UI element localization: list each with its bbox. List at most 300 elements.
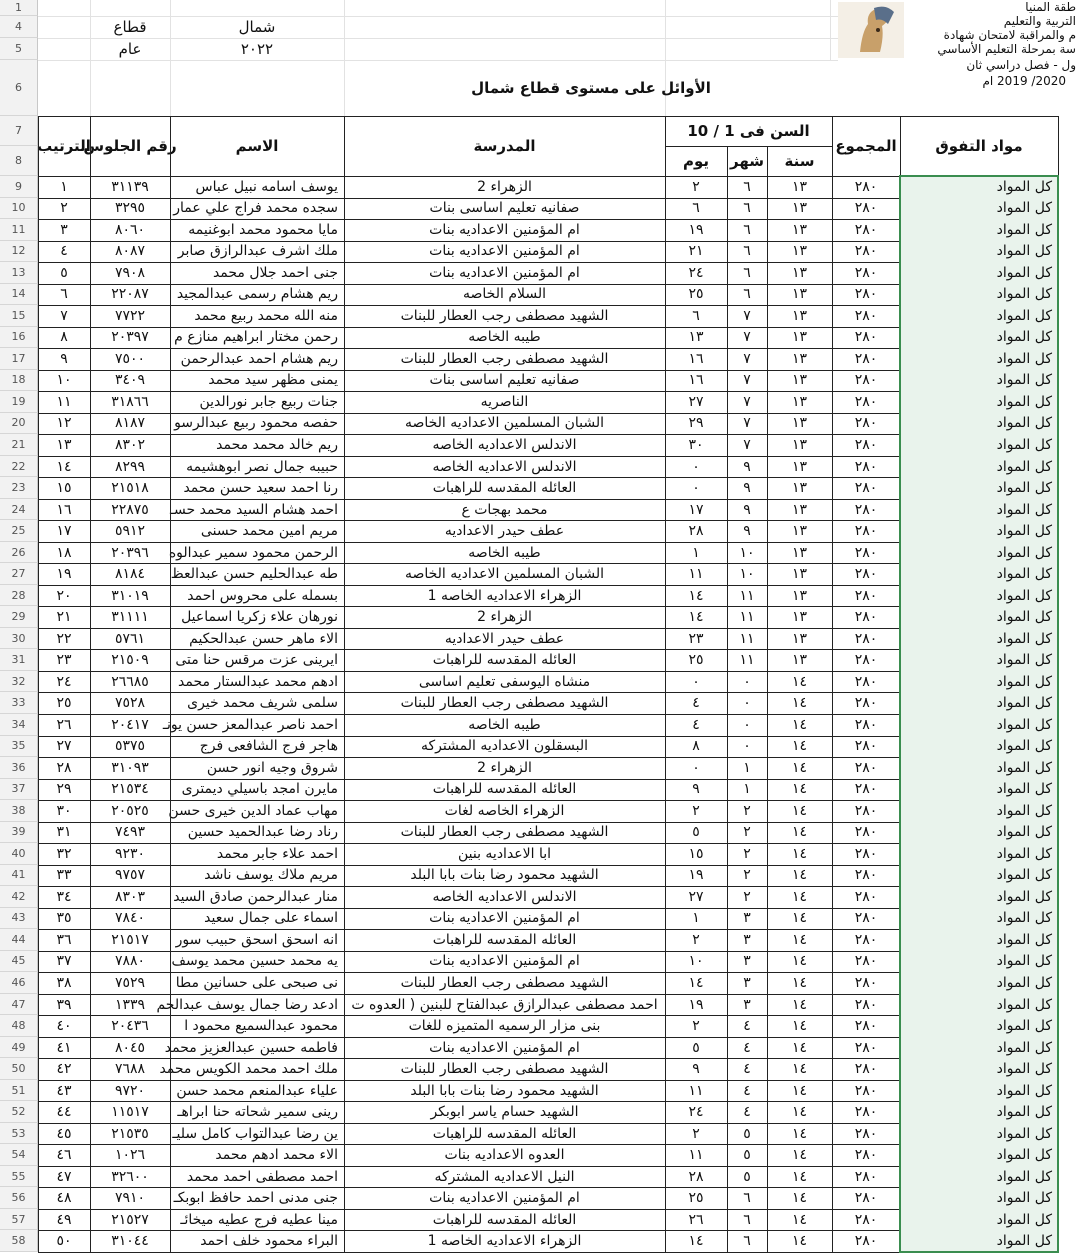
- rank-cell[interactable]: ١٨: [56, 544, 72, 561]
- row-number[interactable]: 51: [0, 1080, 38, 1102]
- row-number[interactable]: 32: [0, 671, 38, 693]
- age-year-cell[interactable]: ١٤: [791, 759, 808, 776]
- row-number[interactable]: 5: [0, 38, 38, 60]
- subjects-cell[interactable]: كل المواد: [900, 370, 1058, 392]
- student-name-cell[interactable]: مايا محمود محمد ابوغنيمه: [188, 221, 338, 238]
- age-day-cell[interactable]: ٢: [692, 1125, 700, 1142]
- age-month-cell[interactable]: ٤: [743, 1061, 751, 1078]
- student-name-cell[interactable]: منار عبدالرحمن صادق السيد: [173, 888, 338, 905]
- age-year-cell[interactable]: ١٤: [791, 1039, 808, 1056]
- age-day-cell[interactable]: ٢٨: [688, 1168, 704, 1185]
- row-number[interactable]: 18: [0, 370, 38, 392]
- rank-cell[interactable]: ٢٣: [56, 652, 72, 669]
- age-month-cell[interactable]: ٤: [743, 1018, 751, 1035]
- seat-number-cell[interactable]: ٨٣٠٢: [114, 436, 146, 453]
- total-cell[interactable]: ٢٨٠: [854, 910, 878, 927]
- row-number[interactable]: 46: [0, 972, 38, 994]
- total-cell[interactable]: ٢٨٠: [854, 307, 878, 324]
- school-cell[interactable]: الشهيد مصطفى رجب العطار للبنات: [400, 350, 609, 367]
- age-month-cell[interactable]: ٢: [743, 888, 751, 905]
- student-name-cell[interactable]: حبيبه جمال نصر ابوهشيمه: [186, 458, 338, 475]
- total-cell[interactable]: ٢٨٠: [854, 1233, 878, 1250]
- student-name-cell[interactable]: سجده محمد فراج علي عمار: [173, 200, 338, 217]
- student-name-cell[interactable]: حفصه محمود ربيع عبدالرسو: [174, 415, 338, 432]
- age-month-cell[interactable]: ١٠: [739, 566, 755, 583]
- seat-number-cell[interactable]: ٣١٠٤٤: [111, 1233, 149, 1250]
- seat-number-cell[interactable]: ٧٧٢٢: [114, 307, 146, 324]
- subjects-cell[interactable]: كل المواد: [900, 1166, 1058, 1188]
- row-number[interactable]: 53: [0, 1123, 38, 1145]
- age-day-cell[interactable]: ٢٤: [688, 1104, 704, 1121]
- seat-number-cell[interactable]: ٨١٨٧: [114, 415, 146, 432]
- row-number[interactable]: 14: [0, 284, 38, 306]
- rank-cell[interactable]: ٥٠: [56, 1233, 72, 1250]
- row-number[interactable]: 47: [0, 994, 38, 1016]
- age-day-cell[interactable]: ٠: [692, 673, 700, 690]
- rank-cell[interactable]: ٩: [60, 350, 68, 367]
- student-name-cell[interactable]: مايرن امجد باسيلي ديمترى: [181, 781, 338, 798]
- age-day-cell[interactable]: ٢: [692, 178, 700, 195]
- age-day-cell[interactable]: ٢٣: [688, 630, 704, 647]
- subjects-cell[interactable]: كل المواد: [900, 714, 1058, 736]
- student-name-cell[interactable]: نورهان علاء زكريا اسماعيل: [181, 609, 338, 626]
- rank-cell[interactable]: ١٢: [56, 415, 72, 432]
- subjects-cell[interactable]: كل المواد: [900, 994, 1058, 1016]
- subjects-cell[interactable]: كل المواد: [900, 563, 1058, 585]
- row-number[interactable]: 45: [0, 951, 38, 973]
- school-cell[interactable]: الشهيد محمود رضا بنات بابا البلد: [410, 1082, 599, 1099]
- row-number[interactable]: 27: [0, 563, 38, 585]
- row-number[interactable]: 19: [0, 391, 38, 413]
- school-cell[interactable]: محمد بهجات ع: [461, 501, 548, 518]
- age-day-cell[interactable]: ١٤: [688, 587, 704, 604]
- row-number[interactable]: 30: [0, 628, 38, 650]
- seat-number-cell[interactable]: ٩٧٢٠: [114, 1082, 146, 1099]
- row-number[interactable]: 4: [0, 16, 38, 38]
- age-day-cell[interactable]: ١٥: [688, 845, 704, 862]
- subjects-cell[interactable]: كل المواد: [900, 1037, 1058, 1059]
- age-month-cell[interactable]: ٣: [743, 953, 751, 970]
- age-month-cell[interactable]: ٢: [743, 867, 751, 884]
- subjects-cell[interactable]: كل المواد: [900, 434, 1058, 456]
- school-cell[interactable]: العائله المقدسه للراهبات: [432, 652, 577, 669]
- row-number[interactable]: 10: [0, 198, 38, 220]
- row-number[interactable]: 49: [0, 1037, 38, 1059]
- age-year-cell[interactable]: ١٤: [791, 781, 808, 798]
- row-number[interactable]: 38: [0, 800, 38, 822]
- student-name-cell[interactable]: رينى سمير شحاته حنا ابراهـ: [177, 1104, 338, 1121]
- student-name-cell[interactable]: جنات ربيع جابر نورالدين: [199, 393, 338, 410]
- age-month-cell[interactable]: ١١: [739, 609, 755, 626]
- age-year-cell[interactable]: ١٣: [791, 436, 808, 453]
- age-year-cell[interactable]: ١٣: [791, 307, 808, 324]
- age-day-cell[interactable]: ١١: [688, 1082, 704, 1099]
- age-month-cell[interactable]: ٥: [743, 1147, 751, 1164]
- student-name-cell[interactable]: نى صبحى على حسانين مطا: [175, 974, 338, 991]
- subjects-cell[interactable]: كل المواد: [900, 391, 1058, 413]
- row-number[interactable]: 36: [0, 757, 38, 779]
- school-cell[interactable]: الزهراء الخاصه لغات: [444, 802, 565, 819]
- rank-cell[interactable]: ٤٥: [56, 1125, 72, 1142]
- subjects-cell[interactable]: كل المواد: [900, 649, 1058, 671]
- school-cell[interactable]: ام المؤمنين الاعداديه بنات: [429, 221, 580, 238]
- school-cell[interactable]: طيبه الخاصه: [468, 716, 541, 733]
- age-year-cell[interactable]: ١٣: [791, 566, 808, 583]
- rank-cell[interactable]: ٢: [60, 200, 68, 217]
- rank-cell[interactable]: ٤: [60, 243, 68, 260]
- total-cell[interactable]: ٢٨٠: [854, 759, 878, 776]
- age-month-cell[interactable]: ٦: [743, 243, 751, 260]
- seat-number-cell[interactable]: ١٠٢٦: [114, 1147, 146, 1164]
- subjects-cell[interactable]: كل المواد: [900, 822, 1058, 844]
- total-cell[interactable]: ٢٨٠: [854, 1039, 878, 1056]
- age-year-cell[interactable]: ١٤: [791, 1061, 808, 1078]
- school-cell[interactable]: العائله المقدسه للراهبات: [432, 1211, 577, 1228]
- subjects-cell[interactable]: كل المواد: [900, 1080, 1058, 1102]
- column-header-total[interactable]: المجموع: [835, 137, 897, 155]
- age-year-cell[interactable]: ١٤: [791, 1018, 808, 1035]
- age-year-cell[interactable]: ١٣: [791, 630, 808, 647]
- rank-cell[interactable]: ٤٢: [56, 1061, 72, 1078]
- subjects-cell[interactable]: كل المواد: [900, 176, 1058, 198]
- student-name-cell[interactable]: رنا احمد سعيد حسن محمد: [183, 480, 338, 497]
- subjects-cell[interactable]: كل المواد: [900, 1187, 1058, 1209]
- seat-number-cell[interactable]: ٧٨٨٠: [114, 953, 146, 970]
- student-name-cell[interactable]: طه عبدالحليم حسن عبدالعظ: [170, 566, 338, 583]
- school-cell[interactable]: الزهراء 2: [477, 609, 532, 626]
- age-month-cell[interactable]: ٠: [743, 716, 751, 733]
- rank-cell[interactable]: ٤٠: [56, 1018, 72, 1035]
- age-day-cell[interactable]: ١٩: [688, 867, 704, 884]
- column-header-rank[interactable]: الترتيب: [37, 137, 91, 155]
- rank-cell[interactable]: ١٦: [56, 501, 72, 518]
- row-number[interactable]: 33: [0, 692, 38, 714]
- rank-cell[interactable]: ٣٨: [56, 974, 72, 991]
- age-month-cell[interactable]: ٣: [743, 910, 751, 927]
- rank-cell[interactable]: ١٥: [56, 480, 72, 497]
- school-cell[interactable]: الزهراء 2: [477, 759, 532, 776]
- age-year-cell[interactable]: ١٤: [791, 845, 808, 862]
- age-year-cell[interactable]: ١٣: [791, 200, 808, 217]
- student-name-cell[interactable]: شروق وجيه انور حسن: [206, 759, 338, 776]
- student-name-cell[interactable]: محمود عبدالسميع محمود ا: [184, 1018, 338, 1035]
- rank-cell[interactable]: ٢٥: [56, 695, 72, 712]
- seat-number-cell[interactable]: ١١٥١٧: [111, 1104, 149, 1121]
- total-cell[interactable]: ٢٨٠: [854, 1061, 878, 1078]
- age-year-cell[interactable]: ١٣: [791, 458, 808, 475]
- total-cell[interactable]: ٢٨٠: [854, 1082, 878, 1099]
- age-year-cell[interactable]: ١٤: [791, 1147, 808, 1164]
- student-name-cell[interactable]: بسمله على محروس احمد: [187, 587, 338, 604]
- seat-number-cell[interactable]: ٣٢٦٠٠: [111, 1168, 149, 1185]
- subjects-cell[interactable]: كل المواد: [900, 456, 1058, 478]
- school-cell[interactable]: ام المؤمنين الاعداديه بنات: [429, 1039, 580, 1056]
- total-cell[interactable]: ٢٨٠: [854, 824, 878, 841]
- total-cell[interactable]: ٢٨٠: [854, 458, 878, 475]
- student-name-cell[interactable]: ادعد رضا جمال يوسف عبدالحم: [156, 996, 338, 1013]
- seat-number-cell[interactable]: ٢٠٤٣٦: [111, 1018, 149, 1035]
- age-day-cell[interactable]: ٢٧: [688, 393, 704, 410]
- subjects-cell[interactable]: كل المواد: [900, 241, 1058, 263]
- age-month-cell[interactable]: ١١: [739, 630, 755, 647]
- age-day-cell[interactable]: ٦: [692, 200, 700, 217]
- total-cell[interactable]: ٢٨٠: [854, 1104, 878, 1121]
- student-name-cell[interactable]: ملك اشرف عبدالرازق صابر: [177, 243, 338, 260]
- total-cell[interactable]: ٢٨٠: [854, 350, 878, 367]
- seat-number-cell[interactable]: ٥٧٦١: [114, 630, 146, 647]
- total-cell[interactable]: ٢٨٠: [854, 178, 878, 195]
- seat-number-cell[interactable]: ٧٥٢٩: [114, 974, 146, 991]
- school-cell[interactable]: البسقلون الاعداديه المشتركه: [421, 738, 588, 755]
- age-year-cell[interactable]: ١٣: [791, 178, 808, 195]
- age-month-cell[interactable]: ٣: [743, 931, 751, 948]
- seat-number-cell[interactable]: ٣٢٩٥: [114, 200, 146, 217]
- age-day-cell[interactable]: ١٧: [688, 501, 704, 518]
- total-cell[interactable]: ٢٨٠: [854, 480, 878, 497]
- school-cell[interactable]: الاندلس الاعداديه الخاصه: [432, 458, 577, 475]
- student-name-cell[interactable]: منه الله محمد ربيع محمد: [194, 307, 338, 324]
- rank-cell[interactable]: ٢٢: [56, 630, 72, 647]
- age-month-cell[interactable]: ٧: [743, 350, 751, 367]
- age-month-cell[interactable]: ٧: [743, 436, 751, 453]
- rank-cell[interactable]: ٣٣: [56, 867, 72, 884]
- age-day-cell[interactable]: ٢٧: [688, 888, 704, 905]
- age-year-cell[interactable]: ١٤: [791, 910, 808, 927]
- age-day-cell[interactable]: ٨: [692, 738, 700, 755]
- total-cell[interactable]: ٢٨٠: [854, 393, 878, 410]
- age-day-cell[interactable]: ١٠: [688, 953, 704, 970]
- age-month-cell[interactable]: ٩: [743, 458, 751, 475]
- total-cell[interactable]: ٢٨٠: [854, 200, 878, 217]
- seat-number-cell[interactable]: ٢١٥٣٤: [111, 781, 149, 798]
- age-day-cell[interactable]: ٠: [692, 458, 700, 475]
- age-month-cell[interactable]: ٣: [743, 996, 751, 1013]
- age-day-cell[interactable]: ٠: [692, 759, 700, 776]
- student-name-cell[interactable]: الرحمن محمود سمير عبدالوه: [168, 544, 338, 561]
- seat-number-cell[interactable]: ٣١٨٦٦: [111, 393, 149, 410]
- school-cell[interactable]: صفانيه تعليم اساسى بنات: [429, 372, 580, 389]
- row-number[interactable]: 39: [0, 822, 38, 844]
- age-year-cell[interactable]: ١٤: [791, 673, 808, 690]
- subjects-cell[interactable]: كل المواد: [900, 1209, 1058, 1231]
- subjects-cell[interactable]: كل المواد: [900, 1101, 1058, 1123]
- school-cell[interactable]: الشبان المسلمين الاعداديه الخاصه: [404, 415, 605, 432]
- student-name-cell[interactable]: ادهم محمد عبدالستار محمد: [178, 673, 338, 690]
- age-year-cell[interactable]: ١٤: [791, 996, 808, 1013]
- subjects-cell[interactable]: كل المواد: [900, 929, 1058, 951]
- age-day-cell[interactable]: ٢٥: [688, 1190, 704, 1207]
- age-year-cell[interactable]: ١٤: [791, 802, 808, 819]
- age-day-cell[interactable]: ١٩: [688, 221, 704, 238]
- age-year-cell[interactable]: ١٣: [791, 350, 808, 367]
- age-day-cell[interactable]: ٥: [692, 824, 700, 841]
- student-name-cell[interactable]: ريم هشام رسمى عبدالمجيد: [176, 286, 338, 303]
- subjects-cell[interactable]: كل المواد: [900, 327, 1058, 349]
- seat-number-cell[interactable]: ٢٠٣٩٦: [111, 544, 149, 561]
- column-header-age[interactable]: السن فى 1 / 10: [687, 122, 810, 140]
- subjects-cell[interactable]: كل المواد: [900, 843, 1058, 865]
- student-name-cell[interactable]: اسماء على جمال سعيد: [204, 910, 338, 927]
- total-cell[interactable]: ٢٨٠: [854, 243, 878, 260]
- rank-cell[interactable]: ٨: [60, 329, 68, 346]
- rank-cell[interactable]: ١٣: [56, 436, 72, 453]
- school-cell[interactable]: ام المؤمنين الاعداديه بنات: [429, 1190, 580, 1207]
- age-year-cell[interactable]: ١٣: [791, 544, 808, 561]
- total-cell[interactable]: ٢٨٠: [854, 329, 878, 346]
- school-cell[interactable]: الشهيد مصطفى رجب العطار للبنات: [400, 1061, 609, 1078]
- total-cell[interactable]: ٢٨٠: [854, 738, 878, 755]
- student-name-cell[interactable]: الاء ماهر حسن عبدالحكيم: [189, 630, 338, 647]
- total-cell[interactable]: ٢٨٠: [854, 652, 878, 669]
- age-month-cell[interactable]: ٧: [743, 393, 751, 410]
- total-cell[interactable]: ٢٨٠: [854, 415, 878, 432]
- age-year-cell[interactable]: ١٤: [791, 1104, 808, 1121]
- age-year-cell[interactable]: ١٣: [791, 587, 808, 604]
- row-number[interactable]: 9: [0, 176, 38, 198]
- rank-cell[interactable]: ١٤: [56, 458, 72, 475]
- student-name-cell[interactable]: ريم هشام احمد عبدالرحمن: [180, 350, 338, 367]
- rank-cell[interactable]: ٢٦: [56, 716, 72, 733]
- age-year-cell[interactable]: ١٤: [791, 974, 808, 991]
- seat-number-cell[interactable]: ٣١١١١: [111, 609, 149, 626]
- total-cell[interactable]: ٢٨٠: [854, 264, 878, 281]
- age-month-cell[interactable]: ٧: [743, 415, 751, 432]
- subjects-cell[interactable]: كل المواد: [900, 865, 1058, 887]
- total-cell[interactable]: ٢٨٠: [854, 1211, 878, 1228]
- total-cell[interactable]: ٢٨٠: [854, 974, 878, 991]
- seat-number-cell[interactable]: ٢١٥٠٩: [111, 652, 149, 669]
- school-cell[interactable]: الشهيد مصطفى رجب العطار للبنات: [400, 307, 609, 324]
- age-day-cell[interactable]: ٢١: [688, 243, 704, 260]
- age-day-cell[interactable]: ١٣: [688, 329, 704, 346]
- school-cell[interactable]: النيل الاعداديه المشتركه: [434, 1168, 575, 1185]
- age-month-cell[interactable]: ٠: [743, 673, 751, 690]
- subjects-cell[interactable]: كل المواد: [900, 262, 1058, 284]
- row-number[interactable]: 42: [0, 886, 38, 908]
- row-number[interactable]: 50: [0, 1058, 38, 1080]
- row-number[interactable]: 20: [0, 413, 38, 435]
- rank-cell[interactable]: ٢٠: [56, 587, 72, 604]
- age-month-cell[interactable]: ٦: [743, 264, 751, 281]
- subjects-cell[interactable]: كل المواد: [900, 1058, 1058, 1080]
- school-cell[interactable]: ام المؤمنين الاعداديه بنات: [429, 243, 580, 260]
- total-cell[interactable]: ٢٨٠: [854, 673, 878, 690]
- total-cell[interactable]: ٢٨٠: [854, 372, 878, 389]
- school-cell[interactable]: الشهيد مصطفى رجب العطار للبنات: [400, 824, 609, 841]
- row-number[interactable]: 54: [0, 1144, 38, 1166]
- age-day-cell[interactable]: ٤: [692, 695, 700, 712]
- age-year-cell[interactable]: ١٣: [791, 221, 808, 238]
- seat-number-cell[interactable]: ٧٦٨٨: [114, 1061, 146, 1078]
- subjects-cell[interactable]: كل المواد: [900, 779, 1058, 801]
- school-cell[interactable]: الناصريه: [480, 393, 529, 410]
- rank-cell[interactable]: ٤٨: [56, 1190, 72, 1207]
- age-month-cell[interactable]: ٥: [743, 1168, 751, 1185]
- age-day-cell[interactable]: ٢٦: [688, 1211, 704, 1228]
- student-name-cell[interactable]: احمد علاء جابر محمد: [216, 845, 338, 862]
- age-month-cell[interactable]: ٤: [743, 1039, 751, 1056]
- subjects-cell[interactable]: كل المواد: [900, 1144, 1058, 1166]
- school-cell[interactable]: الزهراء الاعداديه الخاصه 1: [427, 587, 582, 604]
- row-number[interactable]: 57: [0, 1209, 38, 1231]
- age-month-cell[interactable]: ٢: [743, 802, 751, 819]
- subjects-cell[interactable]: كل المواد: [900, 1123, 1058, 1145]
- rank-cell[interactable]: ٣٤: [56, 888, 72, 905]
- total-cell[interactable]: ٢٨٠: [854, 867, 878, 884]
- seat-number-cell[interactable]: ٢٠٤١٧: [111, 716, 149, 733]
- age-day-cell[interactable]: ١٤: [688, 1233, 704, 1250]
- age-month-cell[interactable]: ٦: [743, 1233, 751, 1250]
- total-cell[interactable]: ٢٨٠: [854, 1168, 878, 1185]
- seat-number-cell[interactable]: ٢١٥١٧: [111, 931, 149, 948]
- subjects-cell[interactable]: كل المواد: [900, 736, 1058, 758]
- rank-cell[interactable]: ٧: [60, 307, 68, 324]
- age-month-cell[interactable]: ٢: [743, 845, 751, 862]
- seat-number-cell[interactable]: ٧٨٤٠: [114, 910, 146, 927]
- age-year-cell[interactable]: ١٣: [791, 523, 808, 540]
- age-year-cell[interactable]: ١٤: [791, 695, 808, 712]
- age-month-cell[interactable]: ٩: [743, 480, 751, 497]
- row-number[interactable]: 11: [0, 219, 38, 241]
- school-cell[interactable]: طيبه الخاصه: [468, 329, 541, 346]
- row-number[interactable]: 7: [0, 116, 38, 146]
- row-number[interactable]: 1: [0, 0, 38, 16]
- age-day-cell[interactable]: ١٦: [688, 350, 704, 367]
- subjects-cell[interactable]: كل المواد: [900, 305, 1058, 327]
- age-day-cell[interactable]: ٢٤: [688, 264, 704, 281]
- age-day-cell[interactable]: ١٩: [688, 996, 704, 1013]
- age-month-cell[interactable]: ٠: [743, 695, 751, 712]
- subjects-cell[interactable]: كل المواد: [900, 348, 1058, 370]
- age-month-cell[interactable]: ٦: [743, 221, 751, 238]
- age-year-cell[interactable]: ١٣: [791, 393, 808, 410]
- seat-number-cell[interactable]: ٢١٥٣٥: [111, 1125, 149, 1142]
- school-cell[interactable]: منشاه اليوسفى تعليم اساسى: [418, 673, 591, 690]
- subjects-cell[interactable]: كل المواد: [900, 972, 1058, 994]
- seat-number-cell[interactable]: ٢١٥٢٧: [111, 1211, 149, 1228]
- total-cell[interactable]: ٢٨٠: [854, 566, 878, 583]
- subjects-cell[interactable]: كل المواد: [900, 1230, 1058, 1252]
- student-name-cell[interactable]: مريم ملاك يوسف ناشد: [204, 867, 338, 884]
- seat-number-cell[interactable]: ٧٥٢٨: [114, 695, 146, 712]
- age-day-cell[interactable]: ٥: [692, 1039, 700, 1056]
- school-cell[interactable]: ام المؤمنين الاعداديه بنات: [429, 953, 580, 970]
- age-year-cell[interactable]: ١٣: [791, 372, 808, 389]
- age-year-cell[interactable]: ١٣: [791, 501, 808, 518]
- age-day-cell[interactable]: ٢: [692, 1018, 700, 1035]
- total-cell[interactable]: ٢٨٠: [854, 1018, 878, 1035]
- age-year-cell[interactable]: ١٤: [791, 738, 808, 755]
- student-name-cell[interactable]: يه محمد حسين محمد يوسف: [171, 953, 338, 970]
- row-number[interactable]: 26: [0, 542, 38, 564]
- school-cell[interactable]: بنى مزار الرسميه المتميزه للغات: [408, 1018, 601, 1035]
- student-name-cell[interactable]: الاء محمد ادهم محمد: [215, 1147, 338, 1164]
- age-year-cell[interactable]: ١٣: [791, 415, 808, 432]
- age-day-cell[interactable]: ٢٥: [688, 286, 704, 303]
- age-year-cell[interactable]: ١٣: [791, 264, 808, 281]
- rank-cell[interactable]: ١٩: [56, 566, 72, 583]
- age-day-cell[interactable]: ١١: [688, 566, 704, 583]
- age-month-cell[interactable]: ٣: [743, 974, 751, 991]
- school-cell[interactable]: ام المؤمنين الاعداديه بنات: [429, 910, 580, 927]
- seat-number-cell[interactable]: ٢٢٨٧٥: [111, 501, 149, 518]
- school-cell[interactable]: العائله المقدسه للراهبات: [432, 931, 577, 948]
- school-cell[interactable]: العائله المقدسه للراهبات: [432, 781, 577, 798]
- row-number[interactable]: 16: [0, 327, 38, 349]
- seat-number-cell[interactable]: ١٣٣٩: [114, 996, 146, 1013]
- subjects-cell[interactable]: كل المواد: [900, 499, 1058, 521]
- school-cell[interactable]: الشبان المسلمين الاعداديه الخاصه: [404, 566, 605, 583]
